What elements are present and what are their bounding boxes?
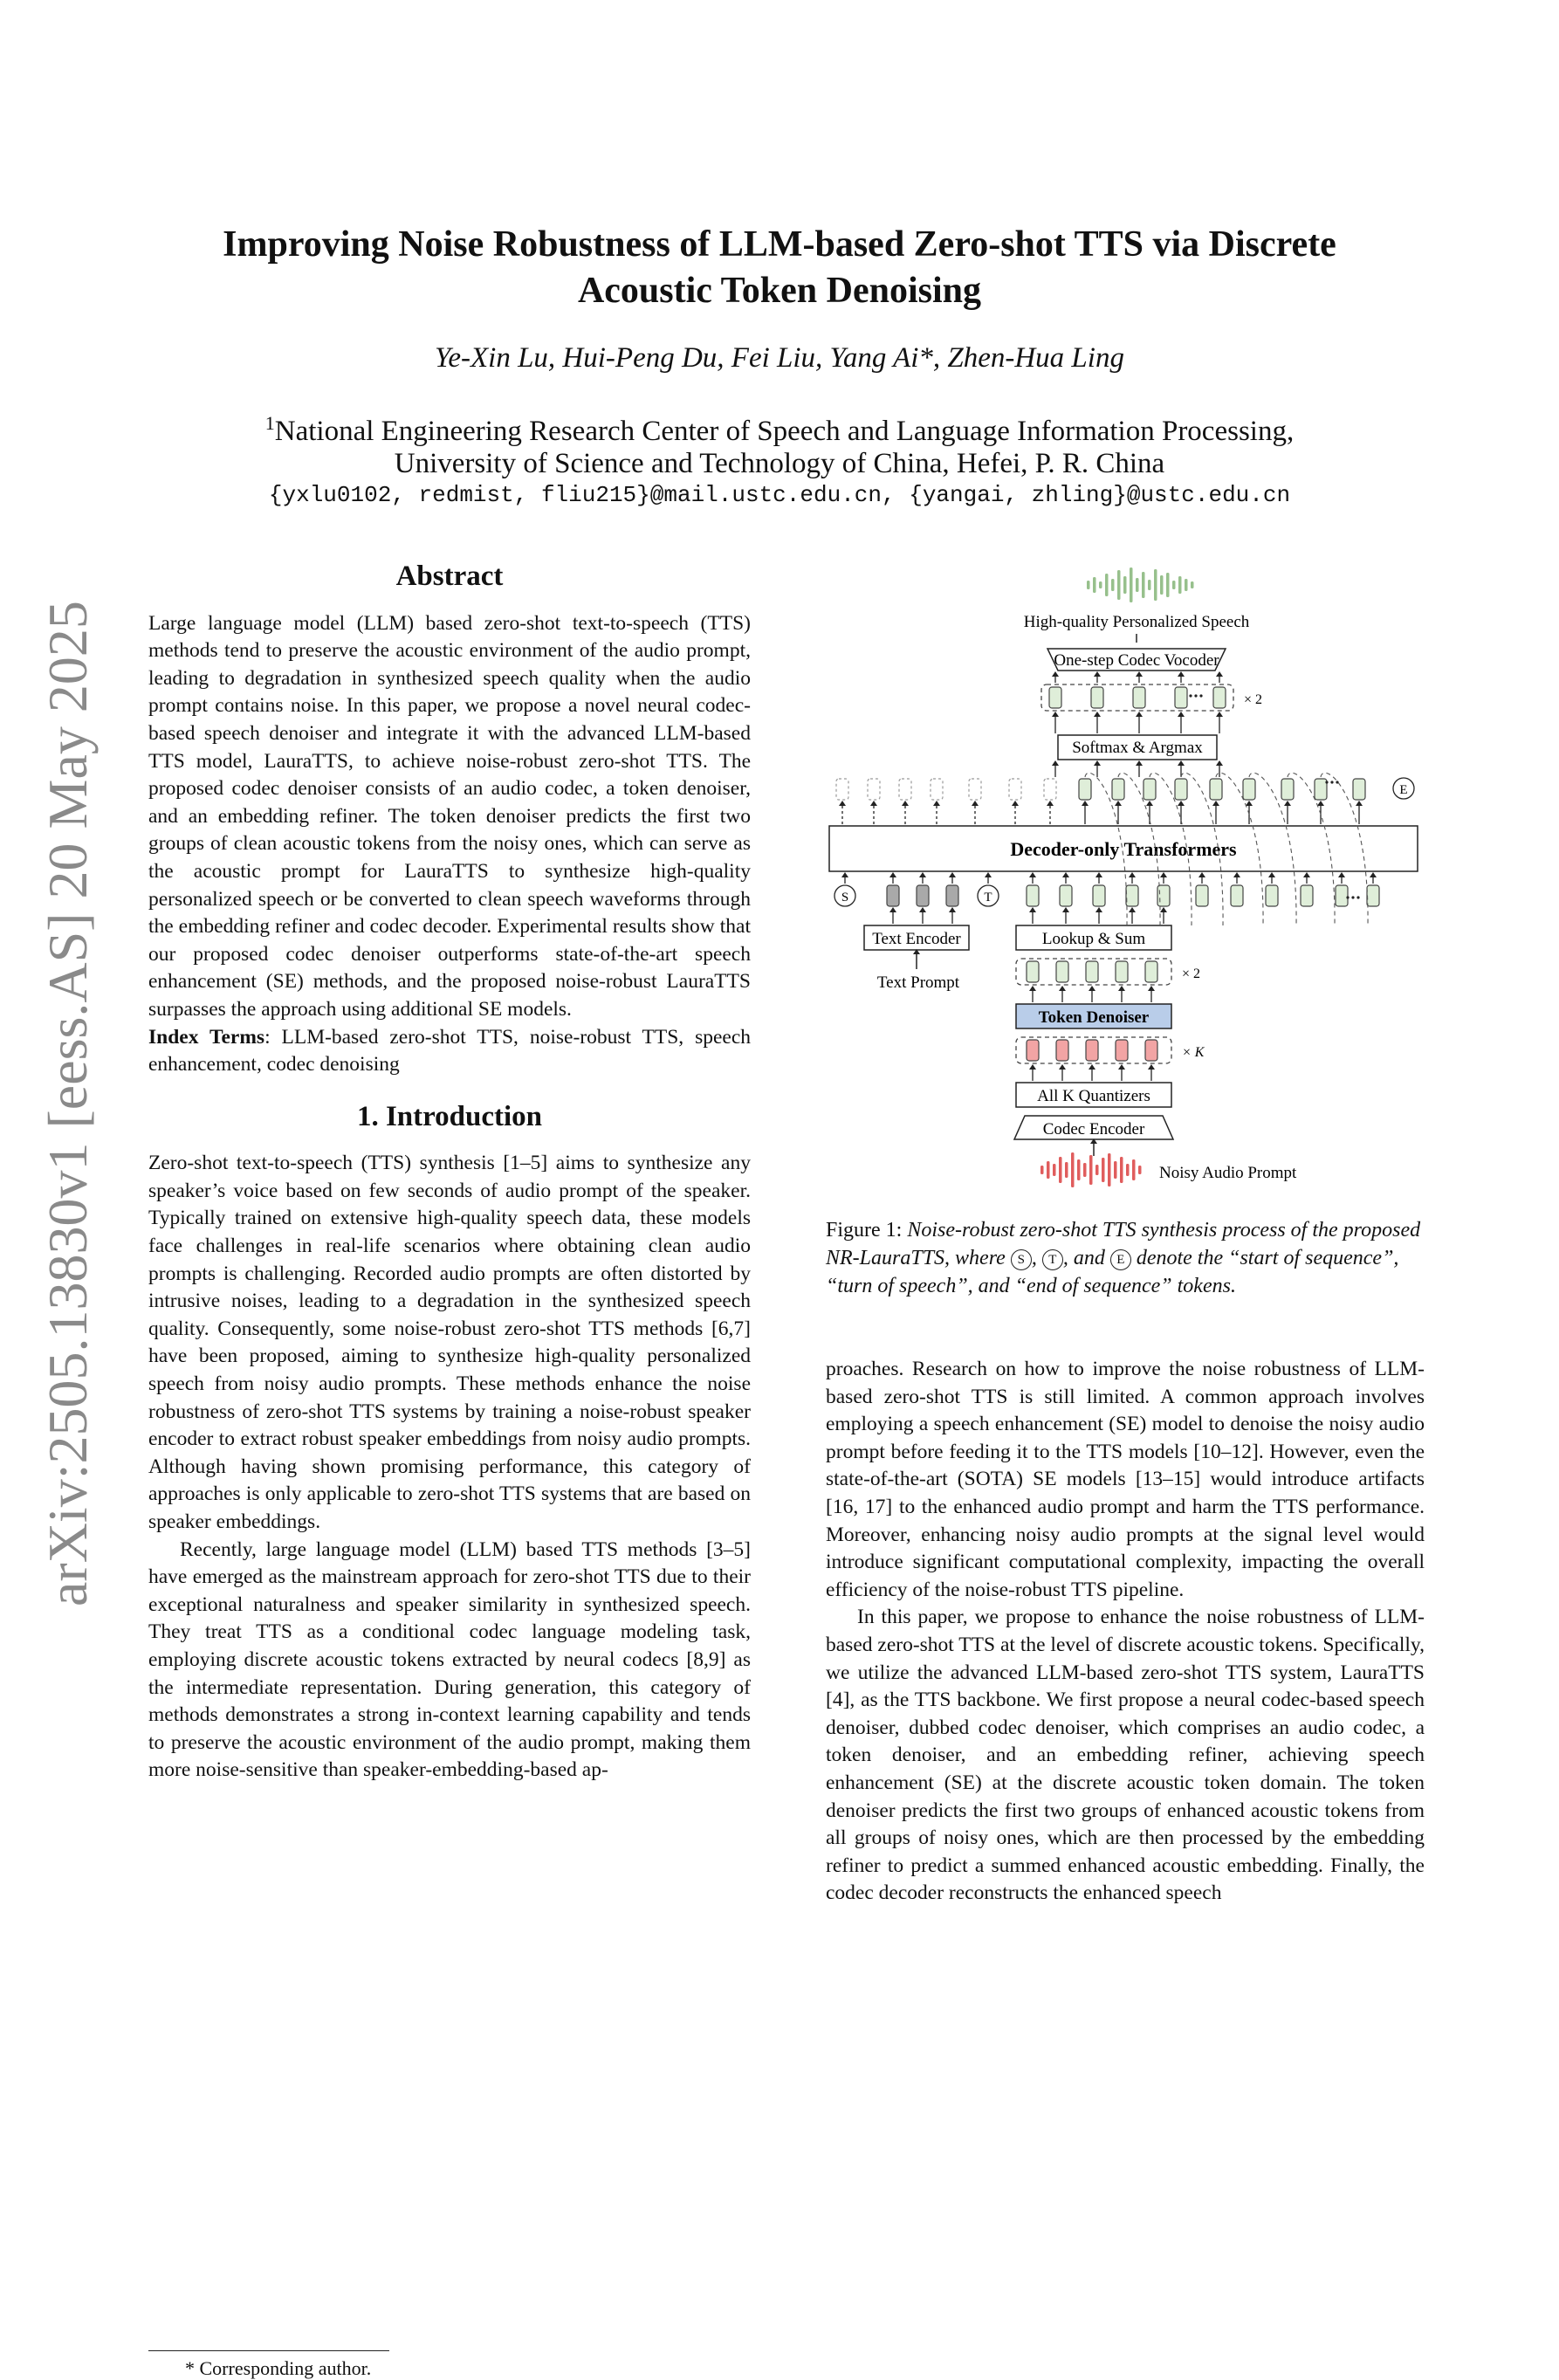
index-terms: [148, 1024, 751, 1079]
arrow-head: [933, 801, 940, 806]
arrow-head: [889, 872, 896, 877]
prompt-token: [1027, 885, 1039, 906]
noisy-input-waveform: [1040, 1152, 1142, 1187]
arrow-head: [1095, 907, 1102, 912]
abstract-text: Large language model (LLM) based zero-shot text-to-speech (TTS) methods tend to preserve the acoustic environment of the audio prompt, leading to degradation in synthesized speech quality when the audio prompt contains noise. In this paper, we propose a novel neural codec-based speech denoiser and integrate it with the advanced LLM-based TTS model, LauraTTS, to achieve noise-robust zero-shot TTS. The proposed codec denoiser consists of an audio codec, a token denoiser, and an embedding refiner. The token denoiser predicts the first two groups of clean acoustic tokens from the noisy ones, which can serve as the acoustic prompt for LauraTTS to synthesize high-quality personalized speech or be converted to clean speech waveforms through the embedding refiner and codec decoder. Experimental results show that our proposed codec denoiser outperforms state-of-the-art speech enhancement (SE) methods, and the proposed noise-robust LauraTTS surpasses the approach using additional SE models.: [148, 611, 751, 1021]
waveform-bar: [1123, 576, 1127, 594]
waveform-bar: [1105, 574, 1109, 596]
output-token: [1133, 687, 1145, 708]
arrow-head: [1052, 712, 1059, 717]
title-line-2: Acoustic Token Denoising: [577, 271, 982, 311]
arxiv-sidebar-stamp: arXiv:2505.13830v1 [eess.AS] 20 May 2025: [37, 601, 99, 1606]
caption-turn-token: T: [1042, 1249, 1063, 1270]
ellipsis-dot: [1330, 781, 1333, 783]
arrow-head: [1094, 712, 1101, 717]
arrow-head: [1094, 760, 1101, 766]
text-token: [887, 885, 899, 906]
arrow-head: [1178, 760, 1185, 766]
title-line-1: Improving Noise Robustness of LLM-based Zero-shot TTS via Discrete: [223, 224, 1336, 265]
left-column: [148, 563, 751, 1785]
enhanced-token: [1086, 961, 1098, 982]
arrow-head: [1136, 712, 1143, 717]
arrow-head: [1356, 801, 1363, 806]
noisy-token: [1116, 1040, 1128, 1061]
arrow-head: [1059, 986, 1066, 991]
waveform-bar: [1138, 1166, 1142, 1174]
output-token: [1175, 687, 1187, 708]
footnote-rule: [148, 2350, 389, 2351]
waveform-bar: [1117, 570, 1121, 600]
transformer-output-tokens: [836, 779, 1365, 800]
feedback-token: [1266, 885, 1278, 906]
arrow-head: [1052, 671, 1059, 677]
arrow-head: [841, 872, 848, 877]
arrow-head: [889, 907, 896, 912]
arrow-head: [1029, 907, 1036, 912]
arrow-head: [1094, 671, 1101, 677]
arrow-head: [1268, 872, 1275, 877]
arrow-head: [902, 801, 909, 806]
output-token: [1049, 687, 1061, 708]
waveform-bar: [1087, 581, 1090, 589]
enhanced-group-multiplier: × 2: [1182, 966, 1201, 981]
text-token: [946, 885, 958, 906]
waveform-bar: [1191, 581, 1194, 588]
arrow-head: [839, 801, 846, 806]
footnote: * Corresponding author.: [185, 2357, 372, 2379]
placeholder-token: [1044, 779, 1056, 800]
waveform-bar: [1136, 578, 1139, 592]
arrow-head: [1246, 801, 1253, 806]
affiliation-line-1-text: National Engineering Research Center of Speech and Language Information Processing,: [274, 416, 1295, 447]
placeholder-token: [899, 779, 911, 800]
waveform-bar: [1040, 1166, 1044, 1174]
arrow-head: [1198, 872, 1205, 877]
arrow-head: [1160, 872, 1167, 877]
waveform-bar: [1142, 572, 1145, 598]
arrow-head: [1136, 760, 1143, 766]
arrow-head: [1136, 671, 1143, 677]
ellipsis-dot: [1351, 896, 1354, 898]
ellipsis-dot: [1346, 896, 1349, 898]
end-token-letter: E: [1399, 783, 1408, 797]
placeholder-token: [969, 779, 981, 800]
arrow-head: [1146, 801, 1153, 806]
waveform-bar: [1126, 1164, 1130, 1176]
placeholder-token: [931, 779, 943, 800]
feedback-token: [1196, 885, 1208, 906]
prompt-token: [1060, 885, 1072, 906]
noisy-prompt-label: Noisy Audio Prompt: [1159, 1164, 1297, 1182]
arrow-head: [1062, 907, 1069, 912]
affiliation-line-1: [148, 407, 1411, 448]
caption-separator-1: ,: [1031, 1247, 1037, 1269]
generated-token: [1079, 779, 1091, 800]
waveform-bar: [1108, 1153, 1111, 1187]
quantizers-label: All K Quantizers: [1037, 1087, 1150, 1105]
abstract-heading: Abstract: [395, 561, 504, 592]
waveform-bar: [1102, 1158, 1105, 1182]
transformer-input-tokens: [887, 885, 1379, 906]
waveform-bar: [1047, 1161, 1050, 1179]
arrow-head: [1059, 1064, 1066, 1070]
waveform-bar: [1095, 1165, 1099, 1175]
arrow-head: [1216, 671, 1223, 677]
noisy-token: [1145, 1040, 1157, 1061]
ellipsis-dot: [1189, 694, 1192, 697]
text-prompt-label: Text Prompt: [876, 973, 960, 992]
generated-token: [1112, 779, 1124, 800]
arrow-head: [1047, 801, 1054, 806]
arrow-head: [1160, 907, 1167, 912]
softmax-label: Softmax & Argmax: [1072, 739, 1203, 757]
enhanced-tokens: [1027, 961, 1157, 982]
waveform-bar: [1053, 1164, 1056, 1176]
waveform-bar: [1089, 1155, 1093, 1185]
paper-title: [148, 222, 1411, 314]
arrow-head: [1029, 986, 1036, 991]
enhanced-token: [1116, 961, 1128, 982]
lookup-sum-label: Lookup & Sum: [1041, 930, 1146, 948]
codec-encoder-label: Codec Encoder: [1042, 1120, 1145, 1138]
generated-token: [1281, 779, 1294, 800]
arrow-head: [1129, 907, 1136, 912]
placeholder-token: [1009, 779, 1021, 800]
waveform-bar: [1083, 1163, 1087, 1177]
output-token: [1213, 687, 1226, 708]
output-speech-label: High-quality Personalized Speech: [1023, 613, 1250, 631]
figure-1-caption: [826, 1216, 1425, 1300]
arrow-head: [919, 907, 926, 912]
prompt-token: [1093, 885, 1105, 906]
right-paragraph-1: proaches. Research on how to improve the noise robustness of LLM-based zero-shot TTS is still limited. A common approach involves employing a speech enhancement (SE) model to denoise the noisy audio prompt before feeding it to the TTS models [10–12]. However, even the state-of-the-art (SOTA) SE models [13–15] would introduce artifacts [16, 17] to the enhanced audio prompt and harm the TTS performance. Moreover, enhancing noisy audio prompts at the signal level would introduce significant computational complexity, impacting the overall efficiency of the noise-robust TTS pipeline.: [826, 1358, 1425, 1601]
arrow-head: [1212, 801, 1219, 806]
waveform-bar: [1059, 1157, 1062, 1183]
feedback-token: [1367, 885, 1379, 906]
output-tokens: [1049, 687, 1226, 708]
arrow-head: [1317, 801, 1324, 806]
introduction-heading: 1. Introduction: [356, 1100, 543, 1132]
arrow-head: [1178, 671, 1185, 677]
generated-token: [1175, 779, 1187, 800]
decoder-label: Decoder-only Transformers: [1010, 838, 1237, 860]
waveform-bar: [1148, 580, 1151, 590]
waveform-bar: [1099, 581, 1102, 588]
arrow-head: [1284, 801, 1291, 806]
placeholder-token: [836, 779, 848, 800]
feedback-token: [1336, 885, 1348, 906]
index-terms-label: Index Terms: [148, 1025, 265, 1049]
arrow-head: [1216, 712, 1223, 717]
prompt-token: [1157, 885, 1170, 906]
ellipsis-dot: [1199, 694, 1202, 697]
arrow-head: [949, 872, 956, 877]
ellipsis-dot: [1325, 781, 1328, 783]
noisy-group-multiplier: × K: [1182, 1045, 1205, 1060]
token-denoiser-label: Token Denoiser: [1038, 1008, 1150, 1027]
intro-paragraph-1: Zero-shot text-to-speech (TTS) synthesis [1–5] aims to synthesize any speaker’s voice based on few seconds of audio prompt of the speaker. Typically trained on extensive high-quality speech data, these models face challenges in real-life scenarios where obtaining clean audio prompts is challenging. Recorded audio prompts are often distorted by intrusive noises, leading to a degradation in the synthesized speech quality. Consequently, some noise-robust zero-shot TTS methods [6,7] have been proposed, aiming to synthesize high-quality personalized speech from noisy audio prompts. These methods enhance the noise robustness of zero-shot TTS systems by training a noise-robust speaker encoder to extract robust speaker embeddings from noisy audio prompts. Although having shown promising performance, this category of approaches is only applicable to zero-shot TTS systems that are based on speaker embeddings.: [148, 1152, 751, 1533]
placeholder-token: [868, 779, 880, 800]
waveform-bar: [1120, 1157, 1123, 1183]
arrow-head: [1115, 801, 1122, 806]
text-encoder-label: Text Encoder: [872, 930, 961, 948]
enhanced-token: [1145, 961, 1157, 982]
feedback-token: [1231, 885, 1243, 906]
generated-token: [1315, 779, 1327, 800]
arrow-head: [1303, 872, 1310, 877]
intro-paragraph-2: Recently, large language model (LLM) based TTS methods [3–5] have emerged as the mainstream approach for zero-shot TTS due to their exceptional naturalness and speaker similarity in synthesized speech. They treat TTS as a conditional codec language modeling task, employing discrete acoustic tokens extracted by neural codecs [8,9] as the intermediate representation. During generation, this category of methods demonstrates a strong in-context learning capability and tends to preserve the acoustic environment of the audio prompt, making them more noise-sensitive than speaker-embedding-based ap-: [148, 1537, 751, 1782]
waveform-bar: [1065, 1162, 1068, 1178]
arrow-head: [1129, 872, 1136, 877]
clean-output-waveform: [1087, 567, 1194, 602]
noisy-token: [1027, 1040, 1039, 1061]
output-group-multiplier: × 2: [1244, 692, 1263, 707]
output-token: [1091, 687, 1103, 708]
right-paragraph-2: In this paper, we propose to enhance the noise robustness of LLM-based zero-shot TTS at the level of discrete acoustic tokens. Specifically, we utilize the advanced LLM-based zero-shot TTS system, LauraTTS [4], as the TTS backbone. We first propose a neural codec-based speech denoiser, dubbed codec denoiser, which comprises an audio codec, a token denoiser, and an embedding refiner, achieving speech enhancement (SE) at the discrete acoustic token domain. The token denoiser predicts the first two groups of enhanced acoustic tokens from all groups of noisy ones, which are then processed by the embedding refiner to predict a summed enhanced acoustic embedding. Finally, the codec decoder reconstructs the enhanced speech: [826, 1606, 1425, 1905]
arrow-head: [1118, 1064, 1125, 1070]
waveform-bar: [1132, 1159, 1136, 1180]
author-list: Ye-Xin Lu, Hui-Peng Du, Fei Liu, Yang Ai*, Zhen-Hua Ling: [435, 342, 1124, 374]
arrow-head: [1082, 801, 1089, 806]
waveform-bar: [1093, 577, 1096, 593]
affiliation: [148, 407, 1411, 480]
figure-1-diagram: [821, 559, 1432, 1205]
arrow-head: [949, 907, 956, 912]
author-emails: {yxlu0102, redmist, fliu215}@mail.ustc.edu.cn, {yangai, zhling}@ustc.edu.cn: [268, 482, 1291, 508]
caption-label: Figure 1:: [826, 1219, 903, 1242]
prompt-token: [1126, 885, 1138, 906]
waveform-bar: [1166, 573, 1170, 597]
waveform-bar: [1130, 567, 1133, 602]
text-token: [917, 885, 929, 906]
arrow-head: [1148, 986, 1155, 991]
noisy-token: [1056, 1040, 1068, 1061]
arrow-head: [1095, 872, 1102, 877]
waveform-bar: [1172, 581, 1176, 589]
feedback-token: [1301, 885, 1313, 906]
arrow-head: [919, 872, 926, 877]
arrow-head: [1118, 986, 1125, 991]
caption-part-2: denote the “start of sequence”, “turn of speech”, and “end of sequence” tokens.: [826, 1247, 1399, 1297]
caption-end-token: E: [1110, 1249, 1131, 1270]
waveform-bar: [1111, 579, 1115, 591]
index-terms-text: : LLM-based zero-shot TTS, noise-robust TTS, speech enhancement, codec denoising: [148, 1025, 752, 1077]
arrow-head: [1216, 760, 1223, 766]
arrow-head: [1233, 872, 1240, 877]
right-column: [826, 1356, 1425, 1908]
start-token-letter: S: [841, 891, 849, 905]
noisy-token: [1086, 1040, 1098, 1061]
waveform-bar: [1077, 1159, 1081, 1180]
caption-part-1: Noise-robust zero-shot TTS synthesis process of the proposed NR-LauraTTS, where: [826, 1219, 1421, 1269]
enhanced-token: [1056, 961, 1068, 982]
waveform-bar: [1071, 1152, 1075, 1187]
arrow-head: [985, 872, 992, 877]
arrow-head: [1029, 872, 1036, 877]
waveform-bar: [1114, 1161, 1117, 1179]
arrow-head: [1338, 872, 1345, 877]
generated-token: [1243, 779, 1255, 800]
noisy-tokens: [1027, 1040, 1157, 1061]
arrow-head: [972, 801, 979, 806]
arrow-head: [1029, 1064, 1036, 1070]
affiliation-line-2: University of Science and Technology of China, Hefei, P. R. China: [394, 448, 1165, 479]
enhanced-token: [1027, 961, 1039, 982]
arrow-head: [1062, 872, 1069, 877]
arrow-head: [1178, 712, 1185, 717]
ellipsis-dot: [1356, 896, 1359, 898]
generated-token: [1353, 779, 1365, 800]
turn-token-letter: T: [984, 891, 992, 905]
waveform-bar: [1160, 575, 1164, 595]
arrow-head: [1012, 801, 1019, 806]
arrow-head: [1370, 872, 1377, 877]
ellipsis-dot: [1194, 694, 1197, 697]
waveform-bar: [1185, 579, 1188, 591]
waveform-bar: [1154, 569, 1157, 601]
vocoder-label: One-step Codec Vocoder: [1054, 651, 1219, 670]
generated-token: [1210, 779, 1222, 800]
waveform-bar: [1178, 576, 1182, 594]
caption-start-token: S: [1011, 1249, 1032, 1270]
arrow-head: [1148, 1064, 1155, 1070]
arrow-head: [1089, 1064, 1095, 1070]
affiliation-mark: 1: [264, 412, 275, 434]
arrow-head: [1052, 760, 1059, 766]
caption-separator-2: , and: [1062, 1247, 1105, 1269]
arrow-head: [1089, 986, 1095, 991]
generated-token: [1143, 779, 1156, 800]
arrow-head: [870, 801, 877, 806]
arrow-head: [1178, 801, 1185, 806]
